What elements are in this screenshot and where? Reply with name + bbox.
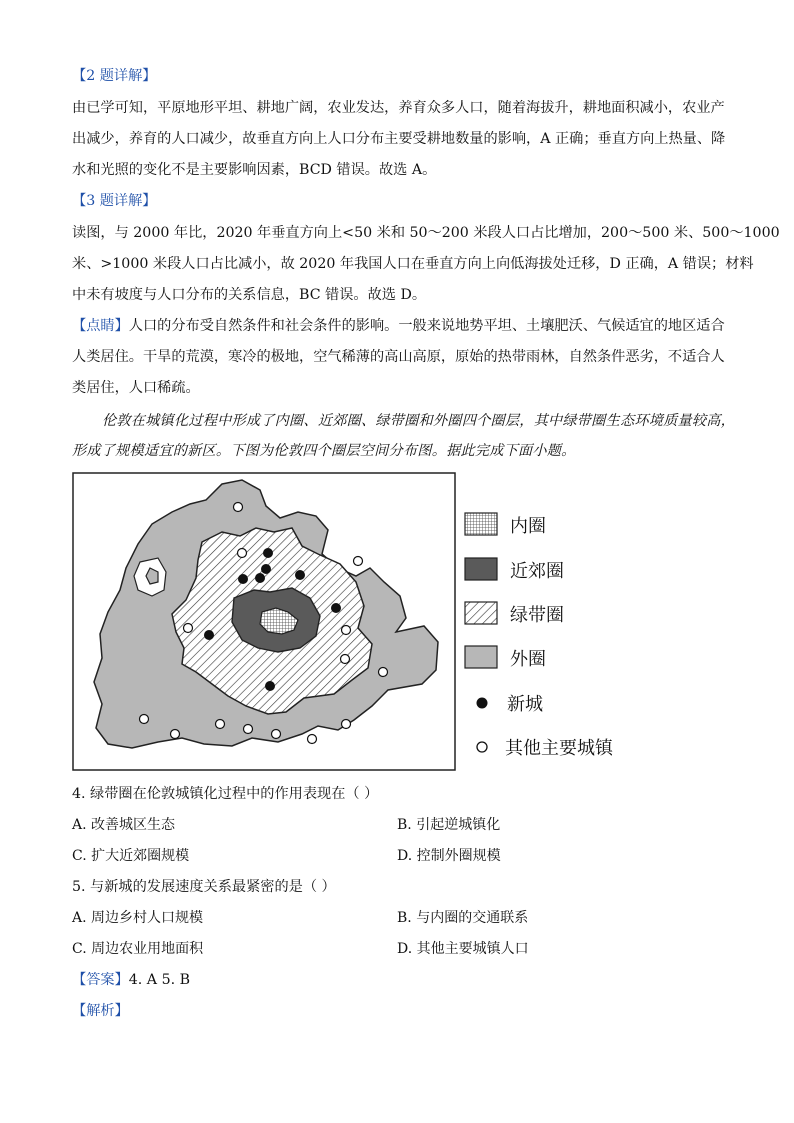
note-line-1	[72, 316, 725, 336]
other-town-circle	[216, 720, 225, 729]
new-town-dot	[265, 681, 275, 691]
new-town-dot	[261, 564, 271, 574]
legend-other-town-circle	[477, 742, 487, 752]
note-line-2: 人类居住。干旱的荒漠，寒冷的极地，空气稀薄的高山高原，原始的热带雨林，自然条件恶劣，不适合人	[72, 349, 725, 365]
q3-line-1: 读图，与 2000 年比，2020 年垂直方向上<50 米和 50～200 米段人口占比增加，200～500 米、500～1000	[72, 225, 780, 241]
other-town-circle	[354, 557, 363, 566]
analysis-tag: 【解析】	[72, 1003, 129, 1019]
other-town-circle	[184, 624, 193, 633]
legend-suburb-label: 近郊圈	[510, 561, 564, 582]
q5-option-b[interactable]: B. 与内圈的交通联系	[397, 910, 529, 926]
answer-text: 4. A 5. B	[128, 972, 191, 988]
other-town-circle	[244, 725, 253, 734]
legend-swatches	[464, 506, 504, 674]
other-town-circle	[140, 715, 149, 724]
new-town-dot	[263, 548, 273, 558]
q4-option-d[interactable]: D. 控制外圈规模	[397, 848, 501, 864]
q5-option-a[interactable]: A. 周边乡村人口规模	[72, 910, 204, 926]
other-town-circle	[234, 503, 243, 512]
legend-greenbelt-swatch	[465, 602, 497, 624]
intro-line-1: 伦敦在城镇化过程中形成了内圈、近郊圈、绿带圈和外圈四个圈层，其中绿带圈生态环境质量较高，	[102, 413, 736, 429]
q3-line-3: 中未有坡度与人口分布的关系信息，BC 错误。故选 D。	[72, 287, 427, 303]
note-text-1: 人口的分布受自然条件和社会条件的影响。一般来说地势平坦、土壤肥沃、气候适宜的地区适合	[128, 318, 725, 334]
new-town-dot	[295, 570, 305, 580]
q3-heading: 【3 题详解】	[72, 193, 157, 209]
q2-line-1: 由已学可知，平原地形平坦、耕地广阔，农业发达，养育众多人口，随着海拔升，耕地面积减小，农业产	[72, 100, 725, 116]
q5-stem: 5. 与新城的发展速度关系最紧密的是（ ）	[72, 879, 336, 895]
intro-line-2: 形成了规模适宜的新区。下图为伦敦四个圈层空间分布图。据此完成下面小题。	[72, 443, 576, 459]
new-town-dot	[255, 573, 265, 583]
other-town-circle	[272, 730, 281, 739]
other-town-circle	[341, 655, 350, 664]
q3-line-2: 米、>1000 米段人口占比减小，故 2020 年我国人口在垂直方向上向低海拔处迁移，D 正确，A 错误；材料	[72, 256, 754, 272]
legend-new-town-label: 新城	[507, 694, 543, 715]
legend-outer-swatch	[465, 646, 497, 668]
note-line-3: 类居住，人口稀疏。	[72, 380, 200, 396]
q4-option-c[interactable]: C. 扩大近郊圈规模	[72, 848, 190, 864]
new-town-dot	[331, 603, 341, 613]
legend-new-town-dot	[477, 698, 488, 709]
q2-line-3: 水和光照的变化不是主要影响因素，BCD 错误。故选 A。	[72, 162, 437, 178]
legend-outer-label: 外圈	[510, 649, 546, 670]
q4-option-a[interactable]: A. 改善城区生态	[72, 817, 176, 833]
q5-option-d[interactable]: D. 其他主要城镇人口	[397, 941, 529, 957]
answer-tag: 【答案】	[72, 972, 129, 988]
answer-line	[72, 970, 190, 990]
legend-greenbelt-label: 绿带圈	[510, 605, 564, 626]
other-town-circle	[342, 626, 351, 635]
legend-inner-label: 内圈	[510, 516, 546, 537]
london-rings-map	[72, 472, 456, 772]
other-town-circle	[379, 668, 388, 677]
new-town-dot	[238, 574, 248, 584]
q4-option-b[interactable]: B. 引起逆城镇化	[397, 817, 501, 833]
legend-suburb-swatch	[465, 558, 497, 580]
q5-option-c[interactable]: C. 周边农业用地面积	[72, 941, 204, 957]
other-town-circle	[171, 730, 180, 739]
q2-heading: 【2 题详解】	[72, 68, 157, 84]
other-town-circle	[238, 549, 247, 558]
other-town-circle	[308, 735, 317, 744]
legend-other-towns-label: 其他主要城镇	[505, 738, 613, 759]
q4-stem: 4. 绿带圈在伦敦城镇化过程中的作用表现在（ ）	[72, 786, 379, 802]
other-town-circle	[342, 720, 351, 729]
legend-inner-swatch	[465, 513, 497, 535]
q2-line-2: 出减少，养育的人口减少，故垂直方向上人口分布主要受耕地数量的影响，A 正确；垂直方向上热量、降	[72, 131, 726, 147]
legend-markers	[470, 690, 500, 760]
new-town-dot	[204, 630, 214, 640]
note-tag: 【点睛】	[72, 318, 129, 334]
